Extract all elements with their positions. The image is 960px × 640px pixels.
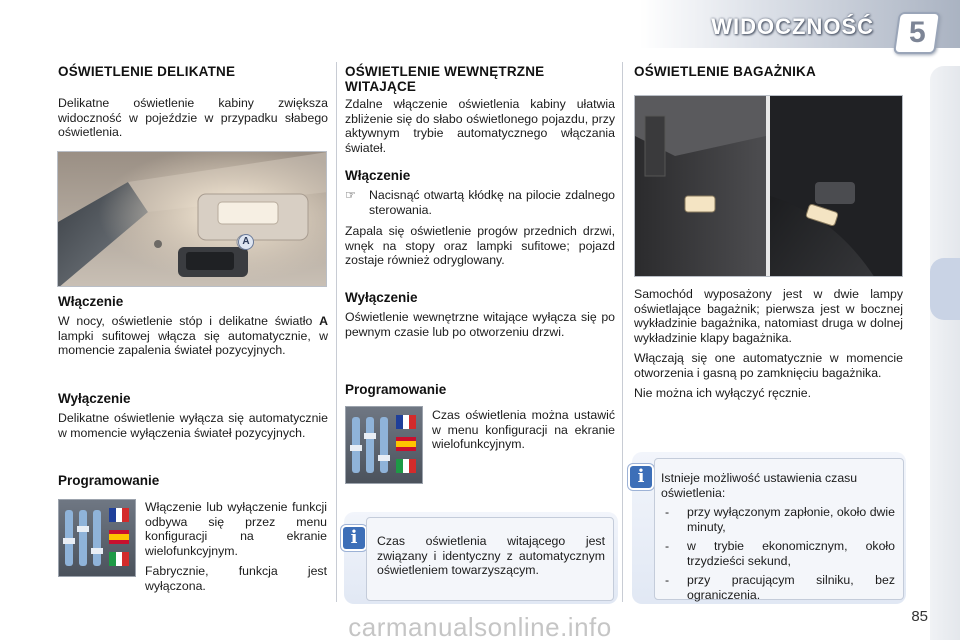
welcome-on-heading: Włączenie: [345, 168, 411, 183]
boot-text-block: [634, 287, 903, 407]
page-number: 85: [911, 608, 928, 625]
page-title: WIDOCZNOŚĆ: [711, 14, 874, 39]
soft-prog-text-block: [145, 500, 327, 599]
boot-lamps-photo: [634, 95, 903, 277]
info-icon: i: [630, 466, 652, 488]
soft-prog-text: Włączenie lub wyłączenie funkcji odbywa się przez menu konfiguracji na ekranie wielofunkcyjnym.: [145, 500, 327, 558]
welcome-prog-text: Czas oświetlenia można ustawić w menu konfiguracji na ekranie wielofunkcyjnym.: [432, 408, 615, 451]
welcome-off-heading: Wyłączenie: [345, 290, 418, 305]
list-item: - w trybie ekonomicznym, około trzydzieści sekund,: [665, 539, 895, 568]
boot-info-content: [654, 458, 904, 600]
config-menu-icon: [58, 499, 136, 577]
welcome-on-bullet-text: Nacisnąć otwartą kłódkę na pilocie zdalnego sterowania.: [369, 188, 615, 217]
welcome-info-text: Czas oświetlenia witającego jest związany i identyczny z automatycznym oświetleniem towarzyszącym.: [366, 517, 614, 601]
welcome-prog-heading: Programowanie: [345, 382, 447, 397]
soft-prog-default: Fabrycznie, funkcja jest wyłączona.: [145, 564, 327, 593]
list-item: - przy wyłączonym zapłonie, około dwie minuty,: [665, 505, 895, 534]
side-tab-strip: [930, 66, 960, 640]
welcome-on-bullet: [345, 188, 615, 217]
soft-off-text: Delikatne oświetlenie wyłącza się automatycznie w momencie wyłączenia świateł pozycyjnych.: [58, 411, 328, 440]
soft-lighting-intro: Delikatne oświetlenie kabiny zwiększa widoczność w pojeździe w przypadku słabego oświetlenia.: [58, 96, 328, 139]
hand-pointer-icon: ☞: [345, 188, 357, 202]
watermark: carmanualsonline.info: [348, 612, 612, 640]
boot-text-3: Nie można ich wyłączyć ręcznie.: [634, 386, 811, 400]
list-item: - przy pracującym silniku, bez ograniczenia.: [665, 573, 895, 602]
side-tab-active: [930, 258, 960, 320]
config-menu-icon: [345, 406, 423, 484]
soft-on-text: W nocy, oświetlenie stóp i delikatne światło A lampki sufitowej włącza się automatycznie, w momencie zapalenia świateł pozycyjnych.: [58, 314, 328, 357]
section-title-boot-lighting: OŚWIETLENIE BAGAŻNIKA: [634, 64, 816, 79]
boot-text-1: Samochód wyposażony jest w dwie lampy oświetlające bagażnik; pierwsza jest w bocznej wykładzinie bagażnika, natomiast druga w dolnej wykładzinie klapy bagażnika.: [634, 287, 903, 345]
column-divider: [622, 62, 623, 602]
ceiling-lamp-photo: [57, 151, 327, 287]
soft-off-heading: Wyłączenie: [58, 391, 131, 406]
welcome-intro: Zdalne włączenie oświetlenia kabiny ułatwia zbliżenie się do słabo oświetlonego pojazdu, przy aktywnym trybie automatycznego włączania świateł.: [345, 97, 615, 155]
welcome-on-text: Zapala się oświetlenie progów przednich drzwi, wnęk na stopy oraz lampki sufitowe; pojazd zostaje również odryglowany.: [345, 224, 615, 267]
section-title-soft-lighting: OŚWIETLENIE DELIKATNE: [58, 64, 236, 79]
photo-callout-a: A: [238, 234, 254, 250]
section-title-welcome-lighting: OŚWIETLENIE WEWNĘTRZNE WITAJĄCE: [345, 64, 545, 94]
soft-prog-heading: Programowanie: [58, 473, 160, 488]
welcome-off-text: Oświetlenie wewnętrzne witające wyłącza się po pewnym czasie lub po otworzeniu drzwi.: [345, 310, 615, 339]
column-divider: [336, 62, 337, 602]
boot-info-title: Istnieje możliwość ustawienia czasu oświetlenia:: [661, 471, 858, 500]
chapter-number: 5: [908, 16, 926, 49]
soft-on-bold-a: A: [319, 314, 328, 328]
chapter-badge-icon: [893, 12, 941, 54]
soft-on-heading: Włączenie: [58, 294, 124, 309]
boot-text-2: Włączają się one automatycznie w momencie otworzenia i gasną po zamknięciu bagażnika.: [634, 351, 903, 380]
info-icon: i: [343, 527, 365, 549]
